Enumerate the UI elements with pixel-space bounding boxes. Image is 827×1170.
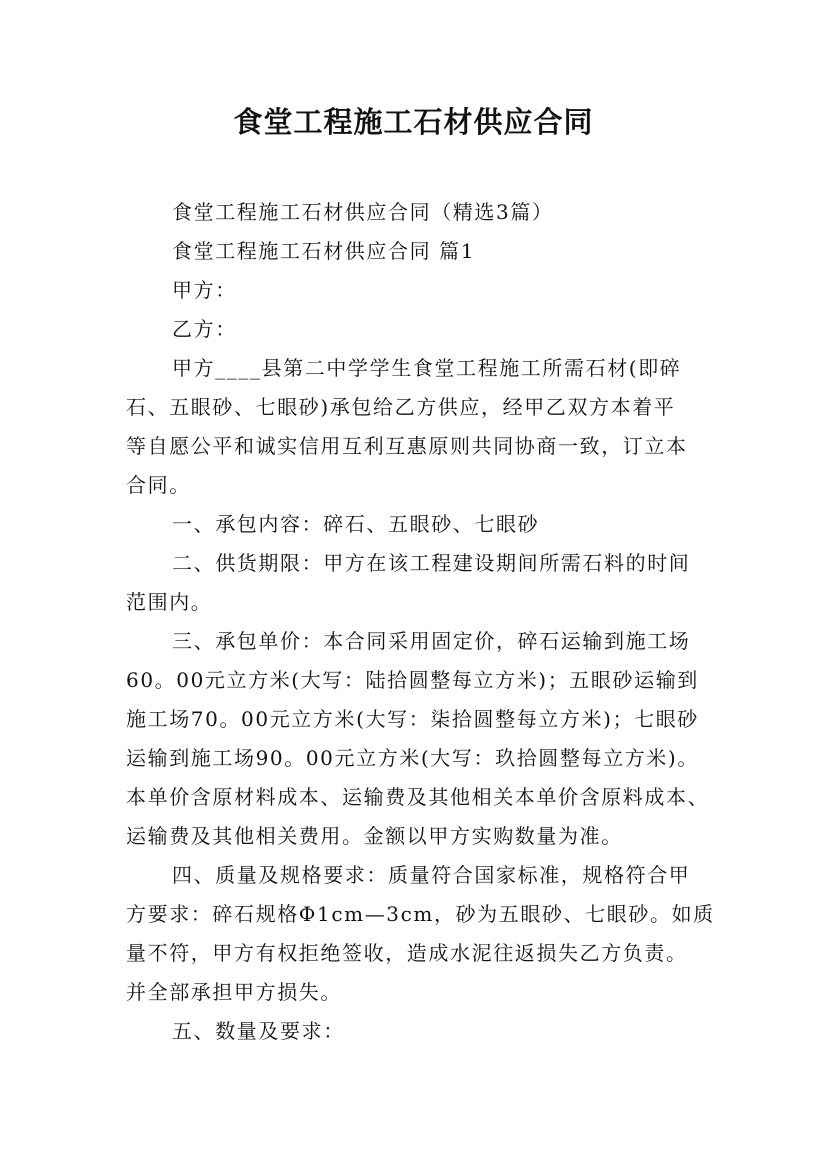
text-line-intro-3: 等自愿公平和诚实信用互利互惠原则共同协商一致，订立本 — [126, 434, 688, 458]
text-line-party-a: 甲方： — [172, 278, 237, 302]
text-line-section-heading: 食堂工程施工石材供应合同 篇1 — [172, 239, 476, 263]
text-line-clause-4: 四、质量及规格要求：质量符合国家标准，规格符合甲 — [172, 863, 691, 887]
text-line-clause-4-cont-3: 并全部承担甲方损失。 — [126, 980, 342, 1004]
text-line-clause-3-cont-5: 运输费及其他相关费用。金额以甲方实购数量为准。 — [126, 824, 623, 848]
text-line-intro-1: 甲方____县第二中学学生食堂工程施工所需石材(即碎 — [172, 356, 682, 380]
text-line-intro-2: 石、五眼砂、七眼砂)承包给乙方供应，经甲乙双方本着平 — [126, 395, 676, 419]
text-line-subtitle: 食堂工程施工石材供应合同（精选3篇） — [172, 200, 554, 224]
text-line-clause-3-cont-1: 60。00元立方米(大写：陆拾圆整每立方米)；五眼砂运输到 — [126, 668, 699, 692]
text-line-clause-4-cont-2: 量不符，甲方有权拒绝签收，造成水泥往返损失乙方负责。 — [126, 941, 688, 965]
text-line-clause-4-cont-1: 方要求：碎石规格Ф1cm—3cm，砂为五眼砂、七眼砂。如质 — [126, 902, 715, 926]
text-line-clause-3-cont-3: 运输到施工场90。00元立方米(大写：玖拾圆整每立方米)。 — [126, 746, 699, 770]
text-line-party-b: 乙方： — [172, 317, 237, 341]
text-line-clause-2-cont: 范围内。 — [126, 590, 213, 614]
text-line-clause-5: 五、数量及要求： — [172, 1019, 345, 1043]
text-line-clause-3-cont-4: 本单价含原材料成本、运输费及其他相关本单价含原料成本、 — [126, 785, 710, 809]
text-line-clause-1: 一、承包内容：碎石、五眼砂、七眼砂 — [172, 512, 540, 536]
text-line-clause-3: 三、承包单价：本合同采用固定价，碎石运输到施工场 — [172, 629, 691, 653]
text-line-clause-3-cont-2: 施工场70。00元立方米(大写：柒拾圆整每立方米)；七眼砂 — [126, 707, 699, 731]
text-line-intro-4: 合同。 — [126, 473, 191, 497]
document-title: 食堂工程施工石材供应合同 — [233, 105, 594, 139]
text-line-clause-2: 二、供货期限：甲方在该工程建设期间所需石料的时间 — [172, 551, 691, 575]
